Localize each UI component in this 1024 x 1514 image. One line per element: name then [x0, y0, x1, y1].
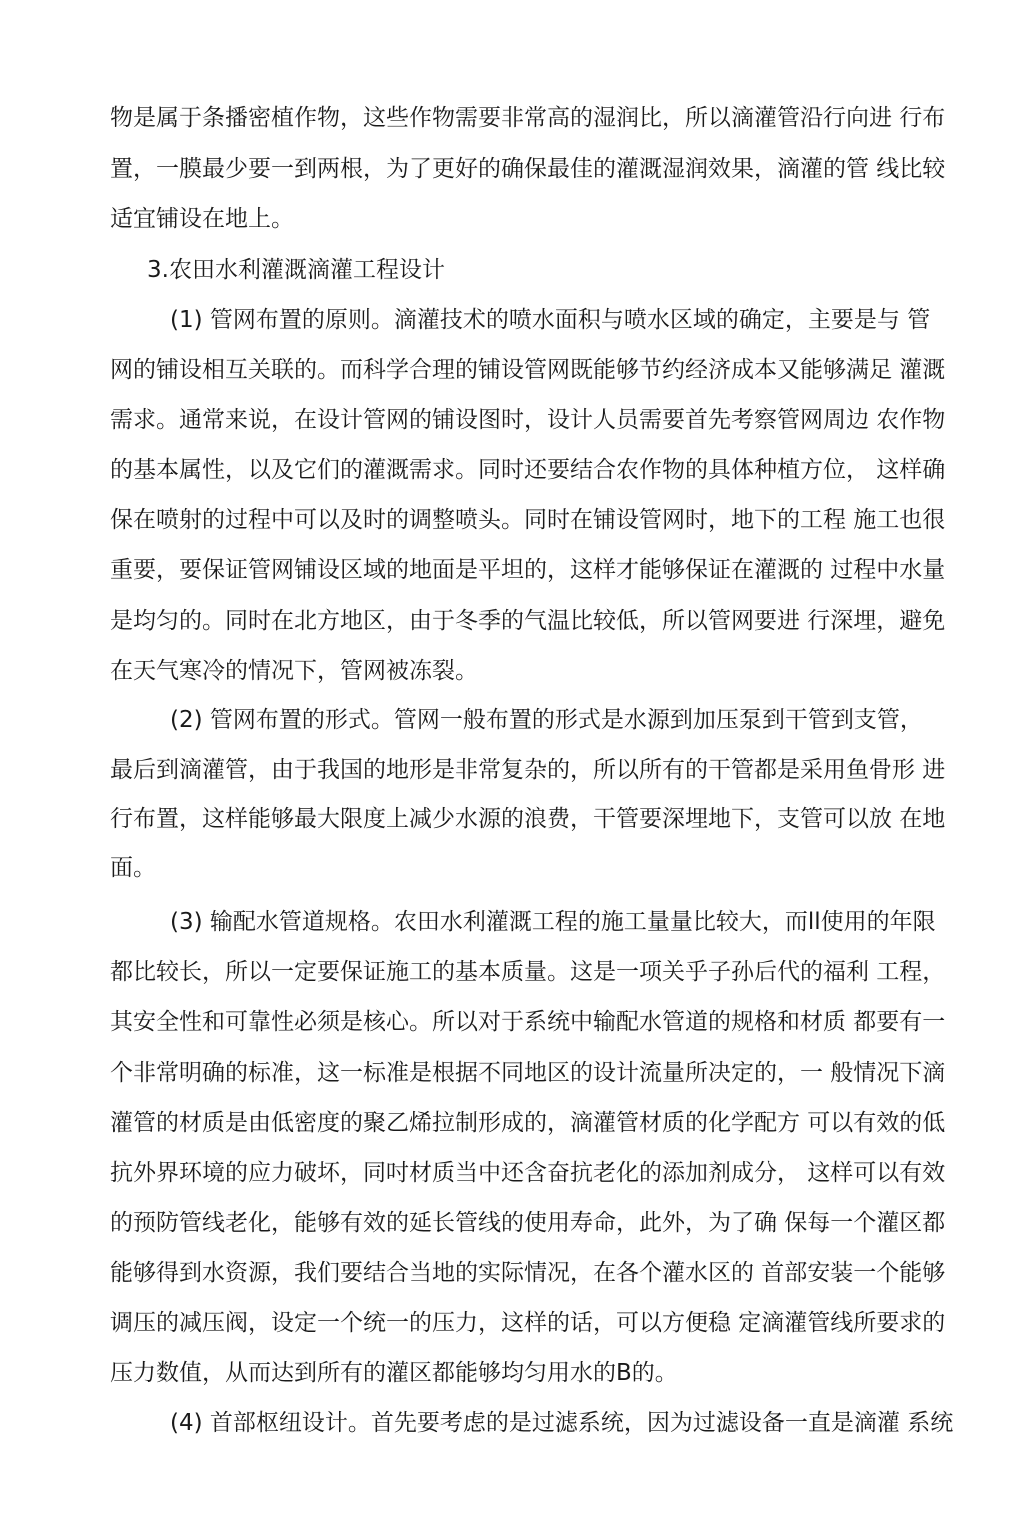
text-line: 灌管的材质是由低密度的聚乙烯拉制形成的，滴灌管材质的化学配方 可以有效的低 [110, 1110, 946, 1136]
text-line: 调压的减压阀，设定一个统一的压力，这样的话，可以方便稳 定滴灌管线所要求的 [110, 1310, 946, 1336]
text-line: 置，一膜最少要一到两根，为了更好的确保最佳的灌溉湿润效果，滴灌的管 线比较 [110, 156, 946, 182]
text-line: 都比较长，所以一定要保证施工的基本质量。这是一项关乎子孙后代的福利 工程， [110, 959, 946, 985]
text-line: 能够得到水资源，我们要结合当地的实际情况，在各个灌水区的 首部安装一个能够 [110, 1260, 946, 1286]
text-line: 是均匀的。同时在北方地区，由于冬季的气温比较低，所以管网要进 行深埋，避免 [110, 608, 946, 634]
text-line: 抗外界环境的应力破坏，同吋材质当中还含奋抗老化的添加剂成分， 这样可以有效 [110, 1160, 946, 1186]
text-line: 个非常明确的标准，这一标准是根据不同地区的设计流量所决定的，一 般情况下滴 [110, 1060, 946, 1086]
text-line: 的基本属性，以及它们的灌溉需求。同时还要结合农作物的具体种植方位， 这样确 [110, 457, 946, 483]
text-line: 压力数值，从而达到所有的灌区都能够均匀用水的B的。 [110, 1360, 678, 1386]
text-line: 保在喷射的过程中可以及时的调整喷头。同时在铺设管网时，地下的工程 施工也很 [110, 507, 946, 533]
text-line: 面。 [110, 855, 156, 881]
text-line: (1) 管网布置的原则。滴灌技术的喷水面积与喷水区域的确定，主要是与 管 [170, 307, 931, 333]
text-line: 物是属于条播密植作物，这些作物需要非常高的湿润比，所以滴灌管沿行向进 行布 [110, 105, 946, 131]
text-line: 在天气寒冷的情况下，管网被冻裂。 [110, 658, 478, 684]
text-line: (2) 管网布置的形式。管网一般布置的形式是水源到加压泵到干管到支管， [170, 707, 923, 733]
text-line: 网的铺设相互关联的。而科学合理的铺设管网既能够节约经济成本又能够满足 灌溉 [110, 357, 946, 383]
text-line: 的预防管线老化，能够有效的延长管线的使用寿命，此外，为了确 保每一个灌区都 [110, 1210, 946, 1236]
section-heading: 3.农田水利灌溉滴灌工程设计 [147, 257, 445, 283]
text-line: 重要，要保证管网铺设区域的地面是平坦的，这样才能够保证在灌溉的 过程中水量 [110, 557, 946, 583]
text-line: 需求。通常来说，在设计管网的铺设图时，设计人员需要首先考察管网周边 农作物 [110, 407, 946, 433]
text-line: 最后到滴灌管，由于我国的地形是非常复杂的，所以所有的干管都是采用鱼骨形 进 [110, 757, 946, 783]
text-line: 行布置，这样能够最大限度上减少水源的浪费，干管要深埋地下，支管可以放 在地 [110, 806, 946, 832]
text-line: (4) 首部枢纽设计。首先要考虑的是过滤系统，因为过滤设备一直是滴灌 系统 [170, 1410, 954, 1436]
text-line: 其安全性和可靠性必须是核心。所以对于系统中输配水管道的规格和材质 都要有一 [110, 1009, 946, 1035]
text-line: 适宜铺设在地上。 [110, 206, 294, 232]
text-line: (3) 输配水管道规格。农田水利灌溉工程的施工量量比较大，而ll使用的年限 [170, 909, 936, 935]
